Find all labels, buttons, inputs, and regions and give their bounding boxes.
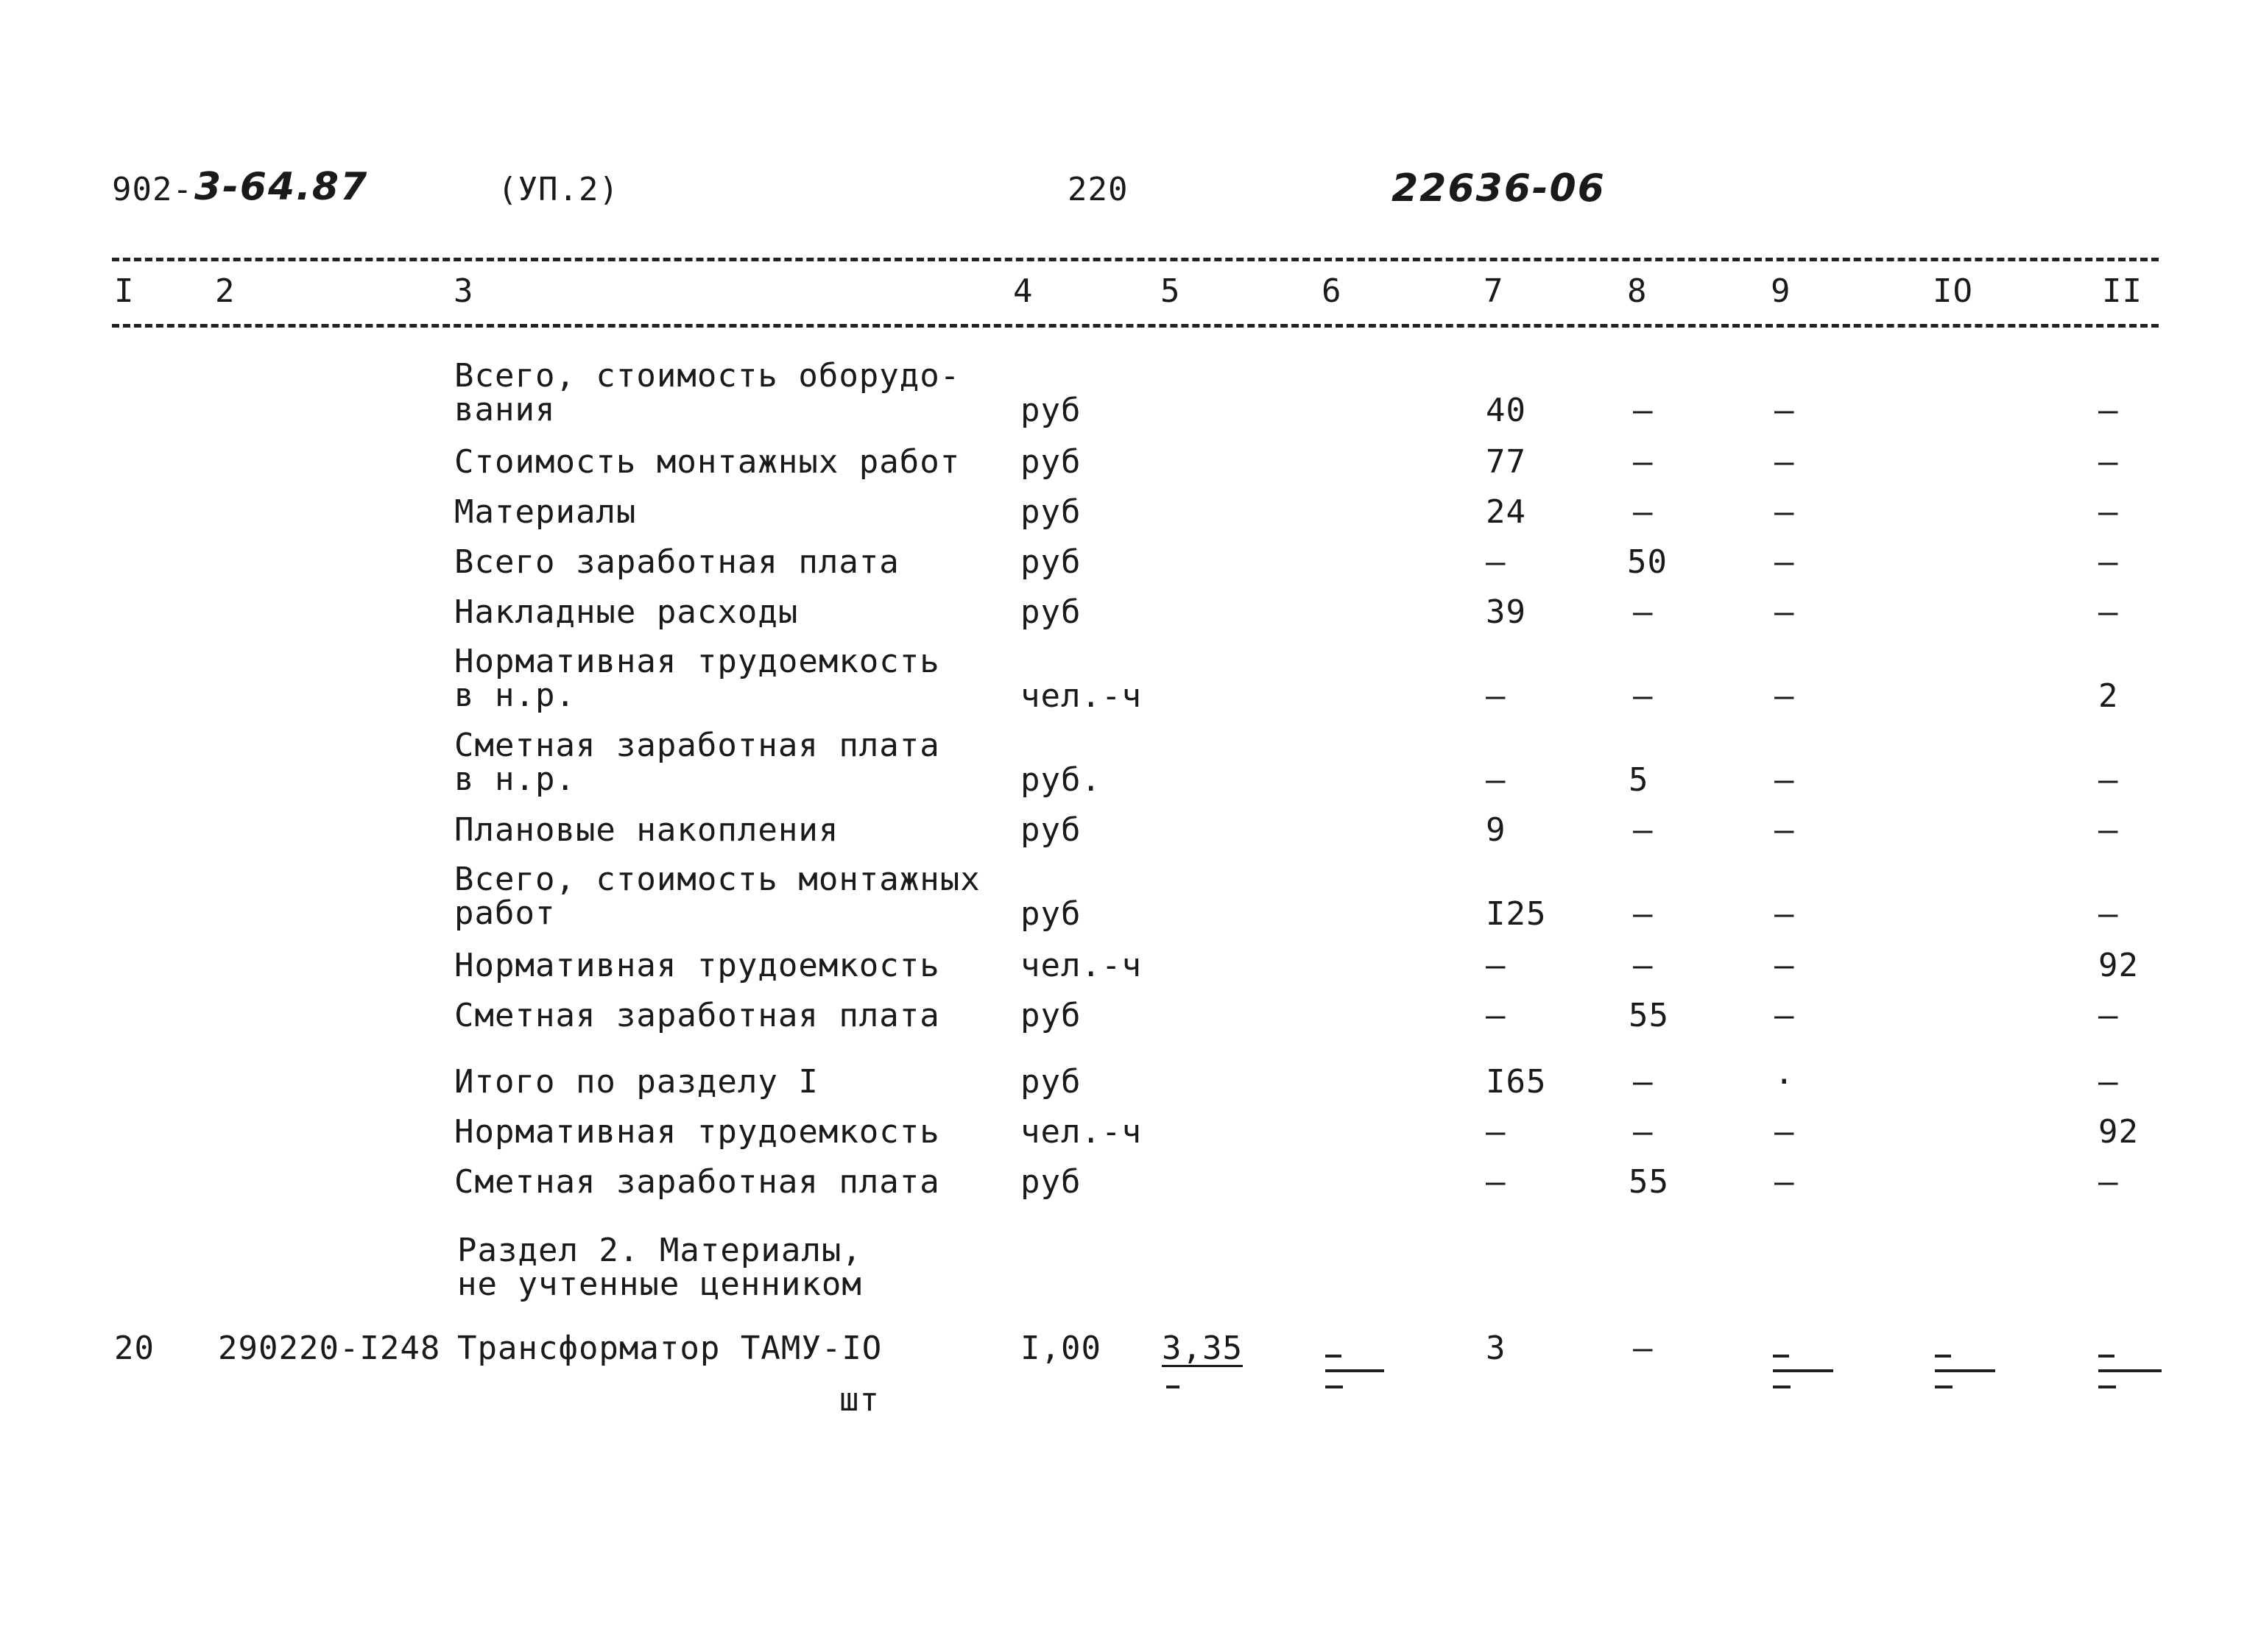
row-col8: – <box>1633 947 1654 984</box>
header-rule-bottom <box>112 324 2159 328</box>
row-col7: – <box>1486 1113 1506 1151</box>
row-col8: – <box>1633 392 1654 429</box>
row-col11: – <box>2098 1163 2119 1201</box>
row-col9: · <box>1774 1063 1795 1101</box>
row-col7: 77 <box>1486 443 1526 481</box>
row-col7: I65 <box>1486 1063 1547 1101</box>
row-col11: – <box>2098 593 2119 631</box>
row-col8: – <box>1633 811 1654 849</box>
row-col9: – <box>1774 895 1795 933</box>
row-label: Сметная заработная плата <box>454 997 940 1034</box>
row-col9: – <box>1774 1163 1795 1201</box>
row-unit: руб <box>1020 543 1082 581</box>
row-unit: руб <box>1020 811 1082 849</box>
row-col9: – <box>1774 997 1795 1034</box>
column-3-number: 3 <box>454 272 474 310</box>
row-col8: – <box>1633 1063 1654 1101</box>
column-11-number: II <box>2102 272 2142 310</box>
section-title-line2: не учтенные ценником <box>457 1266 862 1303</box>
row-unit: руб. <box>1020 761 1101 799</box>
row-col7: – <box>1486 997 1506 1034</box>
row-col8: – <box>1633 895 1654 933</box>
row-col8: 55 <box>1629 997 1669 1034</box>
column-5-number: 5 <box>1160 272 1181 310</box>
row-label-line1: Сметная заработная плата <box>454 727 940 764</box>
row-col11: 92 <box>2098 947 2139 984</box>
row-col9: – <box>1774 677 1795 715</box>
row-unit: руб <box>1020 392 1082 429</box>
row-label-line2: работ <box>454 894 556 932</box>
row-label-line2: в н.р. <box>454 677 576 714</box>
row-label: Нормативная трудоемкость <box>454 947 940 984</box>
row-col7: 9 <box>1486 811 1506 849</box>
row-col11: – <box>2098 443 2119 481</box>
row-label-line2: в н.р. <box>454 760 576 798</box>
row-col7: – <box>1486 677 1506 715</box>
row-col8: 50 <box>1627 543 1668 581</box>
row-col7: 40 <box>1486 392 1526 429</box>
row-col11: – <box>2098 1063 2119 1101</box>
row-col11: – <box>2098 543 2119 581</box>
row-col8: – <box>1633 593 1654 631</box>
row-col8: – <box>1633 443 1654 481</box>
row-unit: чел.-ч <box>1020 1113 1142 1151</box>
row-unit: руб <box>1020 895 1082 933</box>
row-label: Итого по разделу I <box>454 1063 819 1101</box>
row-col9: – <box>1774 543 1795 581</box>
row-col7: 24 <box>1486 493 1526 531</box>
doc-prefix: 902- <box>112 171 193 208</box>
row-col11: – <box>2098 895 2119 933</box>
row-col9: – <box>1774 392 1795 429</box>
row-unit: руб <box>1020 1063 1082 1101</box>
row-col11: – <box>2098 493 2119 531</box>
item-col8: – <box>1633 1330 1654 1367</box>
item-total: 3 <box>1486 1330 1506 1367</box>
column-4-number: 4 <box>1013 272 1034 310</box>
row-col8: 5 <box>1629 761 1649 799</box>
item-name: Трансформатор ТАМУ-IO <box>457 1330 883 1367</box>
row-label-line1: Всего, стоимость оборудо- <box>454 357 961 395</box>
row-unit: руб <box>1020 1163 1082 1201</box>
row-col9: – <box>1774 443 1795 481</box>
row-col11: 92 <box>2098 1113 2139 1151</box>
row-col11: – <box>2098 811 2119 849</box>
sheet-code-handwritten: 22636-06 <box>1391 166 1606 211</box>
row-label: Накладные расходы <box>454 593 799 631</box>
row-unit: чел.-ч <box>1020 677 1142 715</box>
row-col9: – <box>1774 947 1795 984</box>
row-col9: – <box>1774 593 1795 631</box>
column-2-number: 2 <box>215 272 236 310</box>
row-col11: 2 <box>2098 677 2119 715</box>
row-label: Всего заработная плата <box>454 543 900 581</box>
column-6-number: 6 <box>1322 272 1342 310</box>
page-number: 220 <box>1068 171 1129 208</box>
row-col8: – <box>1633 677 1654 715</box>
doc-code-handwritten: 3-64.87 <box>194 165 369 209</box>
row-unit: руб <box>1020 443 1082 481</box>
album-label: (УП.2) <box>498 171 619 208</box>
row-col8: – <box>1633 493 1654 531</box>
price-tick-mark <box>1166 1386 1179 1388</box>
row-label-line1: Нормативная трудоемкость <box>454 643 940 680</box>
row-col9: – <box>1774 811 1795 849</box>
row-col9: – <box>1774 761 1795 799</box>
row-col7: I25 <box>1486 895 1547 933</box>
row-col9: – <box>1774 1113 1795 1151</box>
row-col7: – <box>1486 761 1506 799</box>
item-unit: шт <box>839 1381 880 1419</box>
row-label: Стоимость монтажных работ <box>454 443 961 481</box>
row-label-line2: вания <box>454 391 556 428</box>
row-label: Материалы <box>454 493 637 531</box>
row-col7: – <box>1486 1163 1506 1201</box>
row-col11: – <box>2098 997 2119 1034</box>
row-label: Нормативная трудоемкость <box>454 1113 940 1151</box>
row-col8: – <box>1633 1113 1654 1151</box>
row-label-line1: Всего, стоимость монтажных <box>454 861 981 898</box>
item-quantity: I,00 <box>1020 1330 1101 1367</box>
row-label: Сметная заработная плата <box>454 1163 940 1201</box>
row-col7: 39 <box>1486 593 1526 631</box>
row-col9: – <box>1774 493 1795 531</box>
item-position: 20 <box>114 1330 155 1367</box>
row-col8: 55 <box>1629 1163 1669 1201</box>
row-col11: – <box>2098 392 2119 429</box>
row-unit: руб <box>1020 493 1082 531</box>
column-8-number: 8 <box>1627 272 1648 310</box>
column-7-number: 7 <box>1484 272 1504 310</box>
header-rule-top <box>112 258 2159 261</box>
section-title-line1: Раздел 2. Материалы, <box>457 1232 862 1269</box>
row-col7: – <box>1486 543 1506 581</box>
row-unit: руб <box>1020 997 1082 1034</box>
row-col11: – <box>2098 761 2119 799</box>
row-label: Плановые накопления <box>454 811 839 849</box>
row-col7: – <box>1486 947 1506 984</box>
column-1-number: I <box>114 272 135 310</box>
column-10-number: IO <box>1933 272 1973 310</box>
row-unit: чел.-ч <box>1020 947 1142 984</box>
item-unit-price: 3,35 <box>1162 1330 1243 1367</box>
column-9-number: 9 <box>1771 272 1791 310</box>
item-code: 290220-I248 <box>218 1330 441 1367</box>
row-unit: руб <box>1020 593 1082 631</box>
